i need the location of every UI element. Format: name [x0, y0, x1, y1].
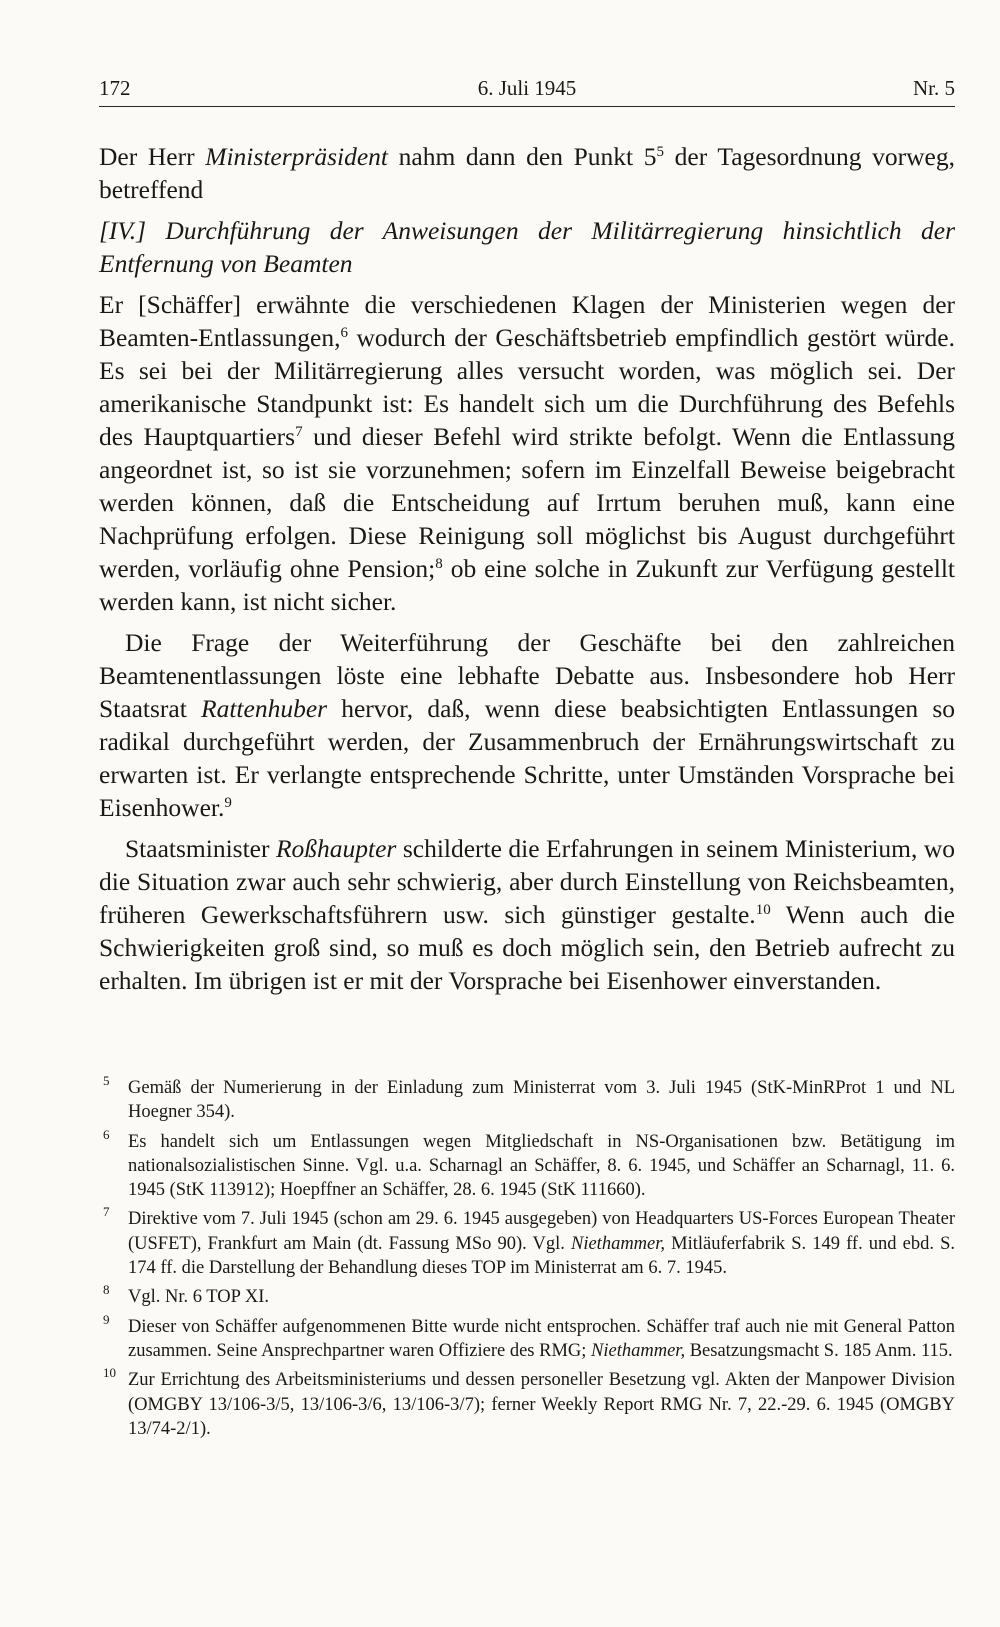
footnote-number: 7 — [103, 1204, 110, 1220]
footnote-text: Mitläuferfabrik S. 149 ff. und ebd. S. 174 ff. die Darstellung der Behandlung dieses TOP im Ministerrat am 6. 7. 1945. — [128, 1233, 955, 1279]
header-date: 6. Juli 1945 — [477, 76, 577, 100]
footnote-ref-6: 6 — [340, 325, 348, 341]
paragraph-rosshaupter — [99, 832, 955, 997]
footnote-10 — [99, 1365, 955, 1441]
agenda-heading — [99, 214, 955, 280]
footnote-text: Direktive vom 7. Juli 1945 (schon am 29. 6. 1945 ausgegeben) von Headquarters US-Forces European Theater (USFET), Frankfurt am Main (dt. Fassung MSo 90). Vgl. — [128, 1209, 955, 1254]
footnote-author: Niethammer, — [570, 1233, 666, 1254]
footnote-ref-8: 8 — [435, 556, 443, 572]
emphasis-rattenhuber: Rattenhuber — [201, 694, 328, 723]
text-run: nahm dann den Punkt 5 — [387, 142, 657, 171]
footnote-8 — [99, 1282, 955, 1309]
paragraph-debate — [99, 626, 955, 824]
footnote-number: 8 — [103, 1282, 110, 1298]
footnote-5 — [99, 1073, 955, 1125]
footnote-text: Es handelt sich um Entlassungen wegen Mitgliedschaft in NS-Organisationen bzw. Betätigung im nationalsozialistischen Sinne. Vgl. u.a. Scharnagl an Schäffer, 8. 6. 1945, und Schäffer an Scharnagl, 11. 6. 1945 (StK 113912); Hoepffner an Schäffer, 28. 6. 1945 (StK 111660). — [128, 1131, 955, 1201]
running-header — [99, 76, 955, 106]
text-run: schilderte die Erfahrungen in seinem Ministerium, wo die Situation zwar auch sehr schwierig, aber durch Einstellung von Reichsbeamten, früheren Gewerkschaftsführern usw. sich günstiger gestalte. — [99, 834, 955, 929]
footnote-ref-9: 9 — [224, 795, 232, 811]
text-run: der Tagesordnung vorweg, betreffend — [99, 142, 955, 204]
footnote-text: Besatzungsmacht S. 185 Anm. 115. — [685, 1340, 953, 1361]
footnote-text: Zur Errichtung des Arbeitsministeriums und dessen personeller Besetzung vgl. Akten der Manpower Division (OMGBY 13/106-3/5, 13/106-3/6, 13/106-3/7); ferner Weekly Report RMG Nr. 7, 22.-29. 6. 1945 (OMGBY 13/74-2/1). — [128, 1370, 955, 1439]
document-number: Nr. 5 — [913, 76, 955, 100]
emphasis-rosshaupter: Roßhaupter — [275, 834, 397, 863]
footnote-text: Gemäß der Numerierung in der Einladung zum Ministerrat vom 3. Juli 1945 (StK-MinRProt 1 und NL Hoegner 354). — [128, 1078, 955, 1123]
text-run: Der Herr — [99, 142, 206, 171]
footnote-6 — [99, 1126, 955, 1203]
footnote-7 — [99, 1204, 955, 1280]
footnote-number: 6 — [103, 1126, 110, 1142]
agenda-title: Durchführung der Anweisungen der Militärregierung hinsichtlich der Entfernung von Beamten — [99, 216, 955, 278]
text-run: und dieser Befehl wird strikte befolgt. Wenn die Entlassung angeordnet ist, so ist sie vorzunehmen; sofern im Einzelfall Beweise beigebracht werden können, daß die Entscheidung auf Irrtum beruhen muß, kann eine Nachprüfung erfolgen. Diese Reinigung soll möglichst bis August durchgeführt werden, vorläufig ohne Pension; — [99, 422, 955, 583]
text-run: wodurch der Geschäftsbetrieb empfindlich gestört würde. Es sei bei der Militärregierung alles versucht worden, was möglich sei. Der amerikanische Standpunkt ist: Es handelt sich um die Durchführung des Befehls des Hauptquartiers — [99, 323, 955, 451]
text-run: Er [Schäffer] erwähnte die verschiedenen Klagen der Ministerien wegen der Beamten-Entlassungen, — [99, 290, 955, 352]
footnote-number: 10 — [103, 1365, 116, 1381]
footnote-9 — [99, 1311, 955, 1364]
footnote-text: Dieser von Schäffer aufgenommenen Bitte wurde nicht entsprochen. Schäffer traf auch nie mit General Patton zusammen. Seine Ansprechpartner waren Offiziere des RMG; — [128, 1316, 955, 1361]
footnotes — [99, 1073, 955, 1446]
main-text — [99, 140, 955, 997]
footnote-number: 5 — [103, 1073, 110, 1088]
header-rule — [99, 106, 955, 107]
text-run: Staatsminister — [125, 834, 276, 863]
footnote-ref-7: 7 — [295, 424, 303, 440]
text-run: Die Frage der Weiterführung der Geschäfte bei den zahlreichen Beamtenentlassungen löste eine lebhafte Debatte aus. Insbesondere hob Herr Staatsrat — [99, 628, 955, 723]
footnote-text: Vgl. Nr. 6 TOP XI. — [128, 1287, 269, 1308]
text-run: Wenn auch die Schwierigkeiten groß sind, so muß es doch möglich sein, den Betrieb aufrecht zu erhalten. Im übrigen ist er mit der Vorsprache bei Eisenhower einverstanden. — [99, 900, 955, 995]
footnote-author: Niethammer, — [591, 1340, 686, 1361]
footnote-ref-10: 10 — [755, 902, 771, 918]
agenda-number: [IV.] — [99, 216, 166, 245]
page-number: 172 — [99, 76, 131, 100]
footnote-ref-5: 5 — [656, 144, 665, 160]
text-run: ob eine solche in Zukunft zur Verfügung gestellt werden kann, ist nicht sicher. — [99, 554, 955, 616]
footnote-number: 9 — [103, 1311, 110, 1327]
paragraph-schaeffer — [99, 288, 955, 618]
text-run: hervor, daß, wenn diese beabsichtigten Entlassungen so radikal durchgeführt werden, der Zusammenbruch der Ernährungswirtschaft zu erwarten ist. Er verlangte entsprechende Schritte, unter Umständen Vorsprache bei Eisenhower. — [99, 694, 955, 822]
paragraph-intro — [99, 140, 955, 206]
emphasis-ministerpraesident: Ministerpräsident — [205, 142, 388, 171]
